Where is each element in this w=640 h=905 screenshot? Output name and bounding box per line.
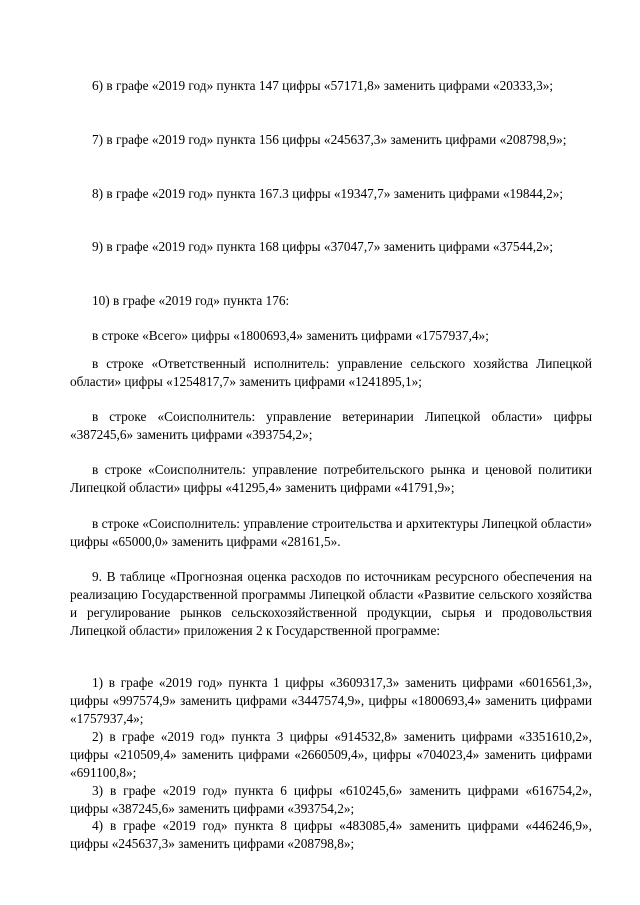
paragraph-item-6: 6) в графе «2019 год» пункта 147 цифры «57171,8» заменить цифрами «20333,3»; — [92, 78, 554, 93]
paragraph-row-construction: в строке «Соисполнитель: управление строительства и архитектуры Липецкой области» цифры «65000,0» заменить цифрами «28161,5». — [70, 516, 592, 549]
paragraph-item-3: 3) в графе «2019 год» пункта 6 цифры «610245,6» заменить цифрами «616754,2», цифры «387245,6» заменить цифрами «393754,2»; — [70, 783, 592, 816]
paragraph-row-responsible: в строке «Ответственный исполнитель: управление сельского хозяйства Липецкой области» цифры «1254817,7» заменить цифрами «1241895,1»; — [70, 356, 592, 389]
paragraph-item-9: 9) в графе «2019 год» пункта 168 цифры «37047,7» заменить цифрами «37544,2»; — [92, 239, 554, 254]
paragraph-item-8: 8) в графе «2019 год» пункта 167.3 цифры «19347,7» заменить цифрами «19844,2»; — [92, 186, 564, 201]
paragraph-row-total: в строке «Всего» цифры «1800693,4» заменить цифрами «1757937,4»; — [92, 328, 489, 343]
paragraph-item-2: 2) в графе «2019 год» пункта 3 цифры «914532,8» заменить цифрами «3351610,2», цифры «210509,4» заменить цифрами «2660509,4», цифры «704023,4» заменить цифрами «691100,8»; — [70, 729, 592, 780]
paragraph-item-4: 4) в графе «2019 год» пункта 8 цифры «483085,4» заменить цифрами «446246,9», цифры «245637,3» заменить цифрами «208798,8»; — [70, 818, 592, 851]
paragraph-item-10: 10) в графе «2019 год» пункта 176: — [92, 293, 290, 308]
paragraph-item-1: 1) в графе «2019 год» пункта 1 цифры «3609317,3» заменить цифрами «6016561,3», цифры «997574,9» заменить цифрами «3447574,9», цифры «1800693,4» заменить цифрами «1757937,4»; — [70, 675, 592, 726]
paragraph-row-vet: в строке «Соисполнитель: управление ветеринарии Липецкой области» цифры «387245,6» заменить цифрами «393754,2»; — [70, 409, 592, 442]
paragraph-section-9: 9. В таблице «Прогнозная оценка расходов по источникам ресурсного обеспечения на реализацию Государственной программы Липецкой области «Развитие сельского хозяйства и регулирование рынков сельскохозяйственной продукции, сырья и продовольствия Липецкой области» приложения 2 к Государственной программе: — [70, 569, 592, 638]
paragraph-item-7: 7) в графе «2019 год» пункта 156 цифры «245637,3» заменить цифрами «208798,9»; — [92, 132, 567, 147]
paragraph-row-market: в строке «Соисполнитель: управление потребительского рынка и ценовой политики Липецкой области» цифры «41295,4» заменить цифрами «41791,9»; — [70, 462, 592, 495]
